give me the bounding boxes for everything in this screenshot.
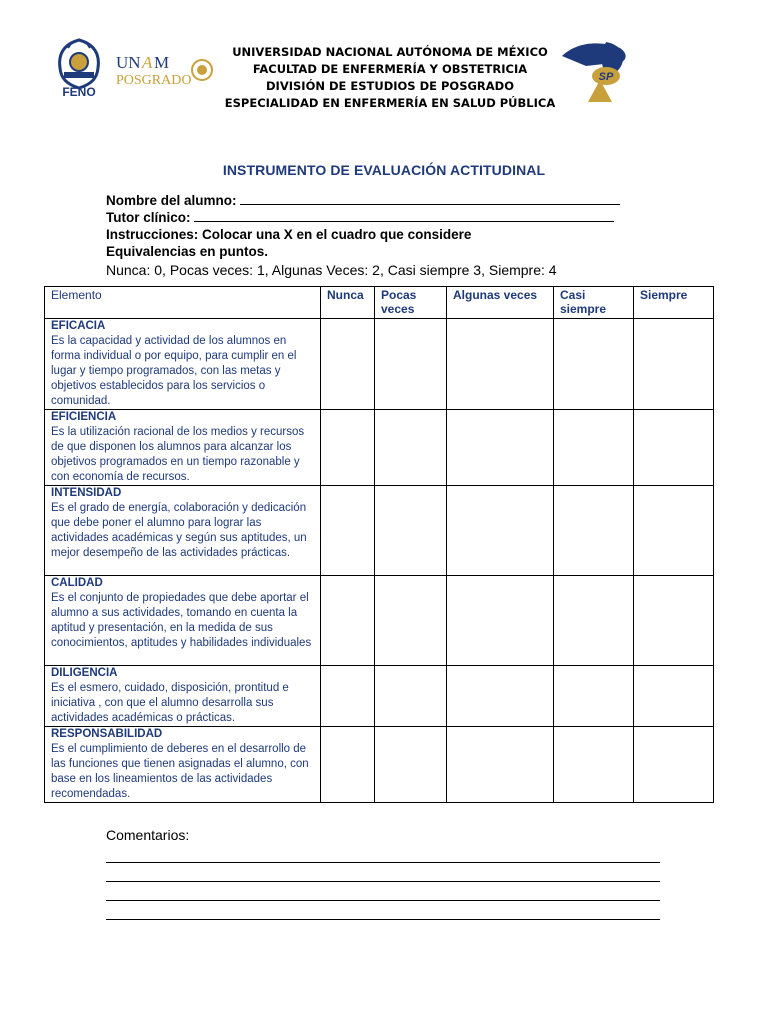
rating-cell-nunca[interactable]	[321, 666, 375, 727]
element-cell	[45, 727, 321, 803]
element-description: Es el esmero, cuidado, disposición, prontitud e iniciativa , con que el alumno desarrolla sus actividades académicas o prácticas.	[51, 682, 289, 724]
student-name-field[interactable]	[106, 192, 626, 209]
column-header-pocas-veces: Pocas veces	[375, 287, 447, 319]
svg-text:A: A	[142, 53, 153, 72]
table-row	[45, 319, 714, 410]
tutor-blank[interactable]	[194, 210, 614, 222]
column-header-siempre: Siempre	[634, 287, 714, 319]
element-cell	[45, 319, 321, 410]
student-name-label: Nombre del alumno:	[106, 193, 237, 208]
table-row	[45, 410, 714, 486]
table-row	[45, 486, 714, 576]
header-line: DIVISIÓN DE ESTUDIOS DE POSGRADO	[266, 79, 514, 93]
rating-cell-nunca[interactable]	[321, 486, 375, 576]
column-header-elemento: Elemento	[45, 287, 321, 319]
header-line: FACULTAD DE ENFERMERÍA Y OBSTETRICIA	[252, 62, 528, 76]
rating-cell-algunas-veces[interactable]	[447, 410, 554, 486]
column-header-nunca: Nunca	[321, 287, 375, 319]
rating-cell-siempre[interactable]	[634, 410, 714, 486]
comment-line[interactable]	[106, 863, 660, 882]
equivalences-text: Equivalencias en puntos.	[106, 244, 269, 259]
rating-cell-algunas-veces[interactable]	[447, 727, 554, 803]
table-row	[45, 727, 714, 803]
table-row	[45, 576, 714, 666]
rating-cell-nunca[interactable]	[321, 727, 375, 803]
rating-cell-nunca[interactable]	[321, 576, 375, 666]
table-row	[45, 666, 714, 727]
rating-cell-pocas-veces[interactable]	[375, 486, 447, 576]
rating-cell-algunas-veces[interactable]	[447, 576, 554, 666]
student-name-blank[interactable]	[240, 193, 620, 205]
svg-text:UN: UN	[116, 53, 141, 72]
document-title: INSTRUMENTO DE EVALUACIÓN ACTITUDINAL	[222, 162, 546, 178]
element-name: CALIDAD	[51, 577, 103, 589]
element-description: Es el cumplimiento de deberes en el desarrollo de las funciones que tienen asignadas el alumno, con base en los lineamientos de las actividades recomendadas.	[51, 743, 309, 800]
comments-label: Comentarios:	[106, 827, 190, 843]
element-description: Es la capacidad y actividad de los alumnos en forma individual o por equipo, para cumplir en el lugar y tiempo programados, con las metas y objetivos establecidos para los servicios o comunidad.	[51, 335, 297, 407]
rating-cell-algunas-veces[interactable]	[447, 486, 554, 576]
element-name: INTENSIDAD	[51, 487, 122, 499]
tutor-field[interactable]	[106, 209, 626, 226]
element-name: RESPONSABILIDAD	[51, 728, 163, 740]
rating-cell-siempre[interactable]	[634, 666, 714, 727]
table-header-row	[45, 287, 714, 319]
rating-cell-nunca[interactable]	[321, 410, 375, 486]
rating-cell-pocas-veces[interactable]	[375, 410, 447, 486]
comments-section	[106, 826, 662, 920]
scale-text: Nunca: 0, Pocas veces: 1, Algunas Veces: 2, Casi siempre 3, Siempre: 4	[106, 262, 557, 278]
rating-cell-pocas-veces[interactable]	[375, 666, 447, 727]
rating-cell-siempre[interactable]	[634, 727, 714, 803]
svg-text:M: M	[154, 53, 170, 72]
rating-cell-siempre[interactable]	[634, 319, 714, 410]
sp-logo-text: SP	[598, 71, 614, 83]
form-fields	[106, 192, 626, 280]
element-cell	[45, 666, 321, 727]
rating-cell-nunca[interactable]	[321, 319, 375, 410]
rating-cell-siempre[interactable]	[634, 576, 714, 666]
svg-text:POSGRADO: POSGRADO	[116, 73, 192, 88]
element-cell	[45, 576, 321, 666]
column-header-algunas-veces: Algunas veces	[447, 287, 554, 319]
institution-header	[215, 44, 565, 112]
element-name: DILIGENCIA	[51, 667, 118, 679]
feno-logo-text: FENO	[62, 85, 96, 98]
rating-cell-siempre[interactable]	[634, 486, 714, 576]
rating-cell-casi-siempre[interactable]	[554, 486, 634, 576]
tutor-label: Tutor clínico:	[106, 210, 191, 225]
unam-posgrado-logo	[114, 50, 214, 92]
element-name: EFICIENCIA	[51, 411, 117, 423]
rating-cell-casi-siempre[interactable]	[554, 410, 634, 486]
comment-line[interactable]	[106, 882, 660, 901]
rating-cell-casi-siempre[interactable]	[554, 319, 634, 410]
rating-cell-pocas-veces[interactable]	[375, 576, 447, 666]
evaluation-table	[44, 286, 714, 803]
rating-cell-casi-siempre[interactable]	[554, 666, 634, 727]
element-description: Es la utilización racional de los medios y recursos de que disponen los alumnos para alcanzar los objetivos programados en un tiempo razonable y con economía de recursos.	[51, 426, 305, 483]
header-line: UNIVERSIDAD NACIONAL AUTÓNOMA DE MÉXICO	[232, 45, 548, 59]
element-description: Es el grado de energía, colaboración y dedicación que debe poner el alumno para lograr las actividades académicas y según sus aptitudes, un mejor desempeño de las actividades prácticas.	[51, 502, 307, 559]
rating-cell-pocas-veces[interactable]	[375, 727, 447, 803]
rating-cell-casi-siempre[interactable]	[554, 576, 634, 666]
rating-cell-algunas-veces[interactable]	[447, 319, 554, 410]
comment-line[interactable]	[106, 901, 660, 920]
header-line: ESPECIALIDAD EN ENFERMERÍA EN SALUD PÚBLICA	[224, 96, 556, 110]
column-header-casi-siempre: Casi siempre	[554, 287, 634, 319]
element-cell	[45, 410, 321, 486]
element-cell	[45, 486, 321, 576]
rating-cell-pocas-veces[interactable]	[375, 319, 447, 410]
element-name: EFICACIA	[51, 320, 106, 332]
instructions-text: Instrucciones: Colocar una X en el cuadro que considere	[106, 227, 472, 242]
rating-cell-casi-siempre[interactable]	[554, 727, 634, 803]
sp-logo	[556, 36, 640, 104]
comment-line[interactable]	[106, 844, 660, 863]
rating-cell-algunas-veces[interactable]	[447, 666, 554, 727]
element-description: Es el conjunto de propiedades que debe aportar el alumno a sus actividades, tomando en cuenta la aptitud y presentación, en la medida de sus conocimientos, aptitudes y habilidades individuales	[51, 592, 312, 649]
feno-logo	[52, 38, 106, 98]
